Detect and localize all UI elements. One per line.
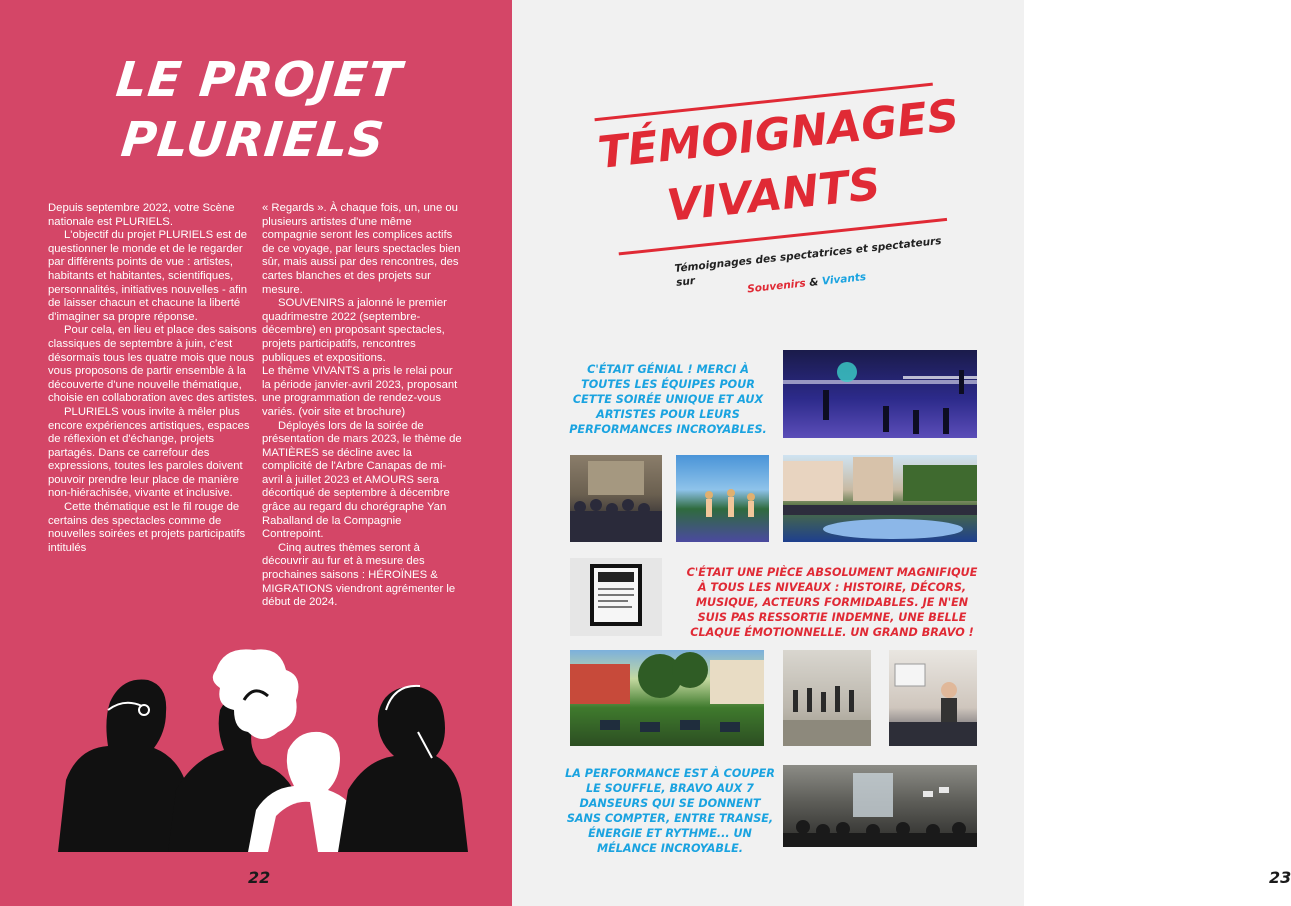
people-silhouettes-illustration xyxy=(48,640,468,852)
page-number-right: 23 xyxy=(1269,868,1291,887)
text-column-1 xyxy=(48,202,260,555)
photo-stage-performance xyxy=(783,350,977,438)
subtitle-line1: Témoignages des spectatrices et spectateurs sur xyxy=(674,234,943,289)
photo-garden-workshop xyxy=(570,650,764,746)
testimonial-quote-2: C'ÉTAIT UNE PIÈCE ABSOLUMENT MAGNIFIQUE À TOUS LES NIVEAUX : HISTOIRE, DÉCORS, MUSIQUE, ACTEURS FORMIDABLES. JE N'EN SUIS PAS RESSORTIE INDEMNE, UNE BELLE CLAQUE ÉMOTIONNELLE. UN GRAND BRAVO ! xyxy=(686,566,978,639)
paragraph: Déployés lors de la soirée de présentation de mars 2023, le thème de MATIÈRES se décline avec la complicité de l'Arbre Canapas de mi-avril à juillet 2023 et AMOURS sera décortiqué de septembre à décembre grâce au regard du chorégraphe Yan Raballand de la Compagnie Contrepoint. xyxy=(262,419,462,541)
paragraph: L'objectif du projet PLURIELS est de questionner le monde et de le regarder par différents points de vue : artistes, habitants et habitantes, scientifiques, personnalités, initiatives nouvelles - afin de laisser chacun et chacune la liberté d'imaginer sa propre réponse. xyxy=(48,229,248,323)
subtitle-souvenirs: Souvenirs xyxy=(746,277,807,296)
photo-classroom xyxy=(889,650,977,746)
testimonial-quote-1: C'ÉTAIT GÉNIAL ! MERCI À TOUTES LES ÉQUIPES POUR CETTE SOIRÉE UNIQUE ET AUX ARTISTES POUR LEURS PERFORMANCES INCROYABLES. xyxy=(569,363,767,436)
photo-crowd-square xyxy=(570,455,662,542)
testimonial-quote-3: LA PERFORMANCE EST À COUPER LE SOUFFLE, BRAVO AUX 7 DANSEURS QUI SE DONNENT SANS COMPTER, ENTRE TRANSE, ÉNERGIE ET RYTHME... UN MÉLANCE INCROYABLE. xyxy=(565,767,775,855)
subtitle-ampersand: & xyxy=(805,275,823,290)
paragraph: PLURIELS vous invite à mêler plus encore expériences artistiques, espaces de réflexion et d'échange, projets partagés. Dans ce carrefour des expressions, toutes les paroles doivent pouvoir prendre leur place de manière non-hiérachisée, vivante et inclusive. xyxy=(48,405,250,500)
right-title-line1: TÉMOIGNAGES xyxy=(595,90,962,179)
right-page xyxy=(512,0,1291,906)
photo-exhibition-sign xyxy=(570,558,662,636)
left-title-line1: LE PROJET xyxy=(113,52,405,108)
subtitle-vivants: Vivants xyxy=(821,271,867,288)
paragraph: « Regards ». À chaque fois, un, une ou plusieurs artistes d'une même compagnie seront les complices actifs de ce voyage, par leurs spectacles bien sûr, mais aussi par des rencontres, des cartes blanches et des projets sur mesure. xyxy=(262,202,461,296)
left-page-title xyxy=(0,50,518,170)
page-number-left: 22 xyxy=(248,868,271,887)
paragraph: Depuis septembre 2022, votre Scène nationale est PLURIELS. xyxy=(48,202,235,228)
paragraph: Le thème VIVANTS a pris le relai pour la période janvier-avril 2023, proposant une programmation de rendez-vous variés. (voir site et brochure) xyxy=(262,365,458,418)
photo-pool-audience xyxy=(783,455,977,542)
text-column-2 xyxy=(262,202,462,610)
right-title-line2: VIVANTS xyxy=(664,158,883,232)
paragraph: Cinq autres thèmes seront à découvrir au fur et à mesure des prochaines saisons : HÉROÏNES & MIGRATIONS viendront agrémenter le début de 2024. xyxy=(262,541,456,609)
paragraph: Cette thématique est le fil rouge de certains des spectacles comme de nouvelles soirées et projets participatifs intitulés xyxy=(48,501,246,554)
paragraph: SOUVENIRS a jalonné le premier quadrimestre 2022 (septembre-décembre) en proposant spectacles, projets participatifs, rencontres publiques et expositions. xyxy=(262,297,447,364)
left-title-line2: PLURIELS xyxy=(118,112,388,168)
photo-outdoor-dance xyxy=(676,455,769,542)
left-page xyxy=(0,0,512,906)
photo-dance-stage xyxy=(783,765,977,847)
paragraph: Pour cela, en lieu et place des saisons classiques de septembre à juin, c'est désormais tous les quatre mois que nous vous proposons de partir ensemble à la découverte d'une nouvelle thématique, choisie en collaboration avec des artistes. xyxy=(48,324,258,405)
photo-indoor-group xyxy=(783,650,871,746)
